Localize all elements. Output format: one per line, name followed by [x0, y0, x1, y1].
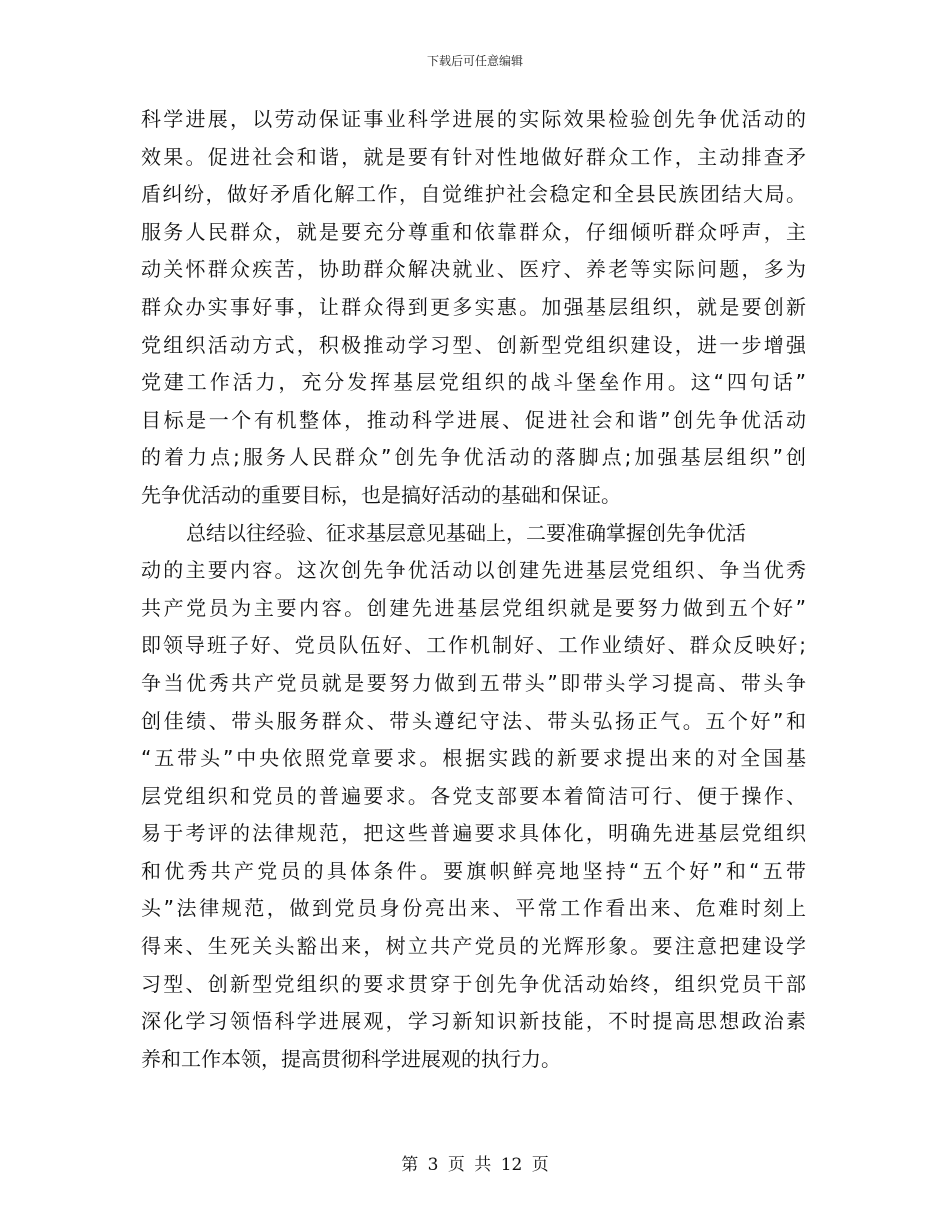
- text-line: 共产党员为主要内容。创建先进基层党组织就是要努力做到五个好”: [141, 595, 806, 620]
- text-line-paragraph-start: 总结以往经验、征求基层意见基础上，二要准确掌握创先争优活: [186, 520, 746, 545]
- text-line: 创佳绩、带头服务群众、带头遵纪守法、带头弘扬正气。五个好”和: [141, 708, 806, 733]
- page-number-footer: 第 3 页 共 12 页: [401, 1155, 549, 1175]
- text-line: 争当优秀共产党员就是要努力做到五带头”即带头学习提高、带头争: [141, 670, 806, 695]
- text-line: 先争优活动的重要目标，也是搞好活动的基础和保证。: [141, 482, 621, 507]
- page-header-note: 下载后可任意编辑: [426, 54, 523, 68]
- text-line: 习型、创新型党组织的要求贯穿于创先争优活动始终，组织党员干部: [141, 971, 806, 996]
- text-line: 得来、生死关头豁出来，树立共产党员的光辉形象。要注意把建设学: [141, 934, 806, 959]
- text-line: 动关怀群众疾苦，协助群众解决就业、医疗、养老等实际问题，多为: [141, 257, 806, 282]
- text-line: 服务人民群众，就是要充分尊重和依靠群众，仔细倾听群众呼声，主: [141, 219, 806, 244]
- text-line: 目标是一个有机整体，推动科学进展、促进社会和谐”创先争优活动: [141, 407, 806, 432]
- text-line: 党组织活动方式，积极推动学习型、创新型党组织建设，进一步增强: [141, 332, 806, 357]
- text-line: 群众办实事好事，让群众得到更多实惠。加强基层组织，就是要创新: [141, 294, 806, 319]
- document-body: [141, 101, 806, 1078]
- text-line: 即领导班子好、党员队伍好、工作机制好、工作业绩好、群众反映好;: [141, 633, 806, 658]
- text-line: 易于考评的法律规范，把这些普遍要求具体化，明确先进基层党组织: [141, 821, 806, 846]
- text-line: 头”法律规范，做到党员身份亮出来、平常工作看出来、危难时刻上: [141, 896, 806, 921]
- text-line: 盾纠纷，做好矛盾化解工作，自觉维护社会稳定和全县民族团结大局。: [141, 182, 806, 207]
- text-line: “五带头”中央依照党章要求。根据实践的新要求提出来的对全国基: [141, 746, 806, 771]
- text-line: 深化学习领悟科学进展观，学习新知识新技能，不时提高思想政治素: [141, 1009, 806, 1034]
- text-line: 层党组织和党员的普遍要求。各党支部要本着简洁可行、便于操作、: [141, 783, 806, 808]
- text-line: 和优秀共产党员的具体条件。要旗帜鲜亮地坚持“五个好”和“五带: [141, 858, 806, 883]
- text-line: 的着力点;服务人民群众”创先争优活动的落脚点;加强基层组织”创: [141, 445, 806, 470]
- text-line: 党建工作活力，充分发挥基层党组织的战斗堡垒作用。这“四句话”: [141, 370, 806, 395]
- text-line: 养和工作本领，提高贯彻科学进展观的执行力。: [141, 1046, 561, 1071]
- text-line: 动的主要内容。这次创先争优活动以创建先进基层党组织、争当优秀: [141, 558, 806, 583]
- text-line: 效果。促进社会和谐，就是要有针对性地做好群众工作，主动排查矛: [141, 144, 806, 169]
- text-line: 科学进展，以劳动保证事业科学进展的实际效果检验创先争优活动的: [141, 107, 806, 131]
